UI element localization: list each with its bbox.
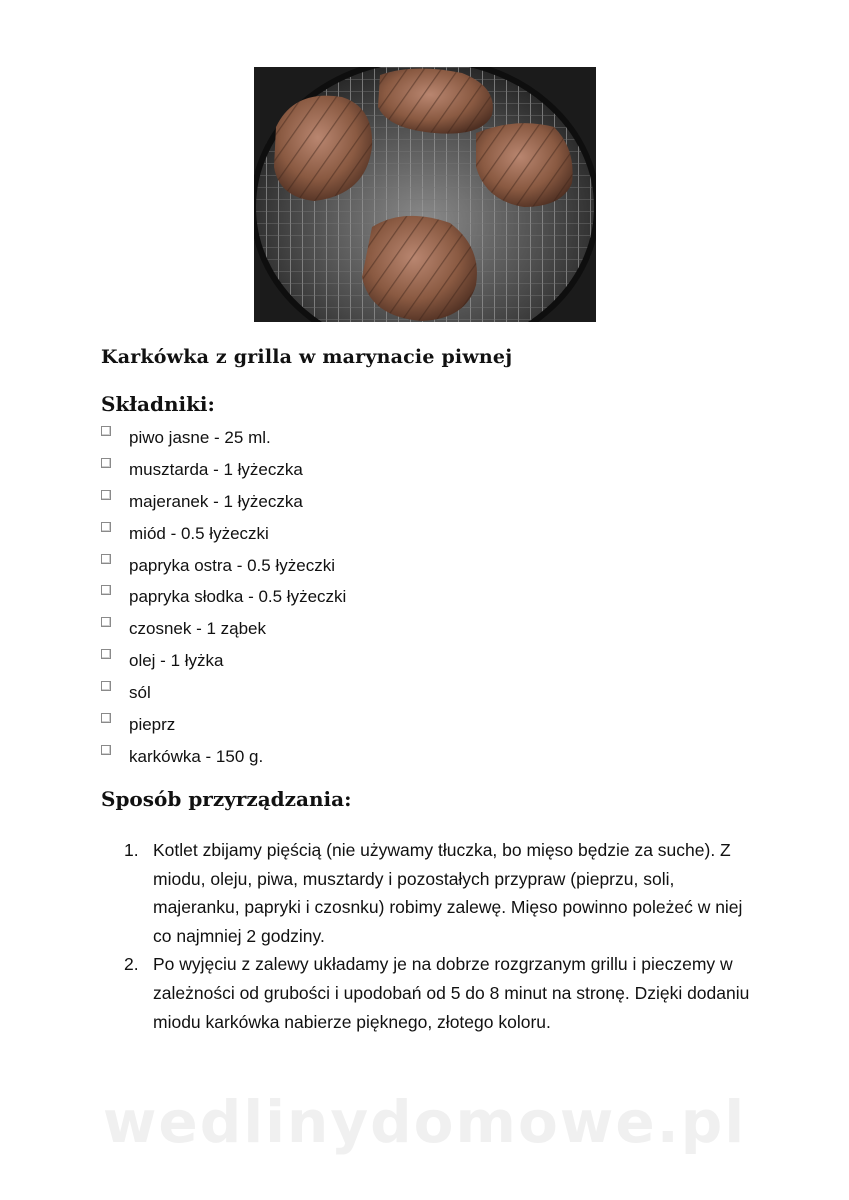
checkbox-icon <box>101 554 111 564</box>
ingredient-label: pieprz <box>129 714 176 734</box>
ingredient-label: sól <box>129 683 151 703</box>
list-item <box>101 454 601 486</box>
ingredient-label: czosnek - 1 ząbek <box>129 619 267 639</box>
checkbox-icon <box>101 649 111 659</box>
ingredient-label: papryka słodka - 0.5 łyżeczki <box>129 587 347 607</box>
step-text: Kotlet zbijamy pięścią (nie używamy tłuczka, bo mięso będzie za suche). Z miodu, oleju, piwa, musztardy i pozostałych przypraw (pieprzu, soli, majeranku, papryki i czosnku) robimy zalewę. Mięso powinno poleżeć w niej co najmniej 2 godziny. <box>153 840 743 946</box>
checkbox-icon <box>101 522 111 532</box>
grilled-meat-photo <box>254 67 596 322</box>
list-item <box>101 677 601 709</box>
ingredient-label: papryka ostra - 0.5 łyżeczki <box>129 555 335 575</box>
list-item <box>101 645 601 677</box>
watermark: wedlinydomowe.pl <box>102 1088 747 1156</box>
list-item <box>101 741 601 773</box>
checkbox-icon <box>101 490 111 500</box>
checkbox-icon <box>101 681 111 691</box>
checkbox-icon <box>101 585 111 595</box>
checkbox-icon <box>101 426 111 436</box>
checkbox-icon <box>101 745 111 755</box>
checkbox-icon <box>101 617 111 627</box>
list-item <box>101 550 601 582</box>
list-item <box>101 709 601 741</box>
ingredients-list <box>101 422 601 773</box>
list-item <box>101 581 601 613</box>
ingredient-label: majeranek - 1 łyżeczka <box>129 491 303 511</box>
meat-slice-bottom <box>362 216 477 321</box>
step-number: 1. <box>124 840 139 860</box>
list-item <box>101 486 601 518</box>
recipe-title: Karkówka z grilla w marynacie piwnej <box>101 346 513 368</box>
list-item <box>101 613 601 645</box>
ingredient-label: musztarda - 1 łyżeczka <box>129 459 303 479</box>
ingredient-label: piwo jasne - 25 ml. <box>129 427 271 447</box>
step-item <box>124 836 764 950</box>
ingredient-label: olej - 1 łyżka <box>129 651 224 671</box>
list-item <box>101 518 601 550</box>
grill-illustration <box>254 67 596 322</box>
step-item <box>124 950 764 1036</box>
ingredient-label: miód - 0.5 łyżeczki <box>129 523 269 543</box>
ingredient-label: karkówka - 150 g. <box>129 746 264 766</box>
checkbox-icon <box>101 713 111 723</box>
list-item <box>101 422 601 454</box>
steps-list <box>124 836 764 1036</box>
ingredients-heading: Składniki: <box>101 392 215 416</box>
step-text: Po wyjęciu z zalewy układamy je na dobrze rozgrzanym grillu i pieczemy w zależności od grubości i upodobań od 5 do 8 minut na stronę. Dzięki dodaniu miodu karkówka nabierze pięknego, złotego koloru. <box>153 954 750 1032</box>
step-number: 2. <box>124 954 139 975</box>
method-heading: Sposób przyrządzania: <box>101 787 352 811</box>
checkbox-icon <box>101 458 111 468</box>
